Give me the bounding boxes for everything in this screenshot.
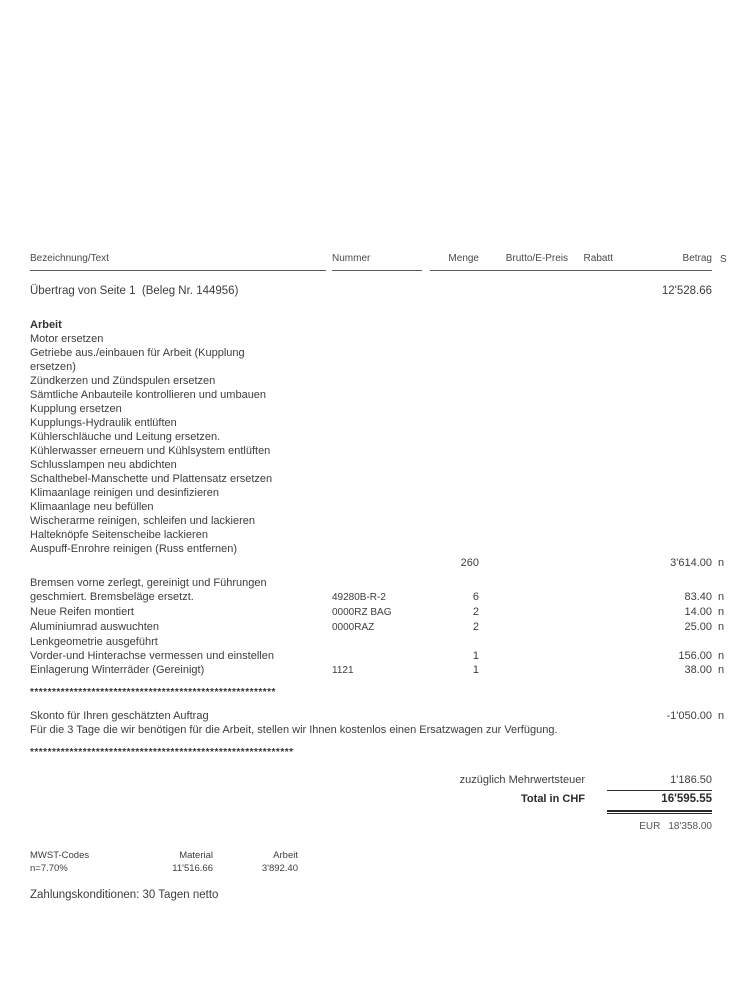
table-row (30, 360, 738, 374)
eur-currency-label: EUR (639, 821, 661, 832)
cell-menge: 260 (460, 557, 479, 569)
table-row (30, 416, 738, 430)
eur-conversion-row (30, 821, 712, 832)
cell-text: Aluminiumrad auswuchten (30, 621, 160, 633)
mwst-arbeit-header: Arbeit (273, 850, 298, 861)
cell-menge: 2 (472, 606, 479, 618)
cell-text: Auspuff-Enrohre reinigen (Russ entfernen) (30, 543, 238, 555)
table-row (30, 458, 738, 472)
table-row (30, 649, 738, 663)
cell-betrag: 3'614.00 (670, 557, 712, 569)
total-row (521, 791, 712, 812)
table-row (30, 590, 738, 605)
table-row (30, 528, 738, 542)
cell-text: Lenkgeometrie ausgeführt (30, 636, 158, 648)
cell-text: Motor ersetzen (30, 333, 104, 345)
cell-text: Wischerarme reinigen, schleifen und lackieren (30, 515, 255, 527)
cell-betrag: 25.00 (684, 621, 712, 633)
totals-block (30, 772, 712, 812)
column-header-rabatt: Rabatt (568, 252, 613, 271)
mwst-codes-block (30, 849, 738, 875)
cell-s-code: n (718, 664, 725, 676)
table-row (30, 605, 738, 620)
table-row (30, 346, 738, 360)
cell-text: Kühlerschläuche und Leitung ersetzen. (30, 431, 221, 443)
cell-nummer: 0000RAZ (332, 622, 375, 633)
cell-betrag: 38.00 (684, 664, 712, 676)
cell-menge: 1 (472, 664, 479, 676)
skonto-s-code: n (718, 710, 725, 722)
table-row (30, 620, 738, 635)
table-row (30, 388, 738, 402)
cell-text: geschmiert. Bremsbeläge ersetzt. (30, 591, 194, 603)
carryover-row (30, 284, 738, 298)
total-label: Total in CHF (521, 793, 585, 805)
table-row (30, 444, 738, 458)
table-row (30, 472, 738, 486)
mwst-material-header: Material (179, 850, 213, 861)
cell-text: Sämtliche Anbauteile kontrollieren und umbauen (30, 389, 267, 401)
table-row (30, 556, 738, 570)
cell-betrag: 156.00 (678, 650, 712, 662)
replacement-car-note: Für die 3 Tage die wir benötigen für die Arbeit, stellen wir Ihnen kostenlos einen Ersatzwagen zur Verfügung. (30, 724, 558, 736)
cell-text: Halteknöpfe Seitenscheibe lackieren (30, 529, 208, 541)
table-row (30, 514, 738, 528)
asterisk-separator-top: ******************************************************** (30, 687, 276, 698)
cell-text: Getriebe aus./einbauen für Arbeit (Kupplung (30, 347, 245, 359)
cell-nummer: 1121 (332, 665, 354, 676)
cell-text: ersetzen) (30, 361, 76, 373)
cell-text: Klimaanlage neu befüllen (30, 501, 154, 513)
table-row (30, 500, 738, 514)
total-amount: 16'595.55 (607, 791, 712, 812)
payment-terms: Zahlungskonditionen: 30 Tagen netto (30, 889, 219, 901)
cell-s-code: n (718, 606, 725, 618)
cell-s-code: n (718, 621, 725, 633)
mwst-header-row (30, 849, 738, 862)
mwst-value-row (30, 862, 738, 875)
vat-label: zuzüglich Mehrwertsteuer (459, 774, 585, 786)
cell-nummer: 49280B-R-2 (332, 592, 386, 603)
mwst-codes-header: MWST-Codes (30, 850, 90, 861)
table-row (30, 542, 738, 556)
table-row (30, 576, 738, 590)
cell-text: Einlagerung Winterräder (Gereinigt) (30, 664, 205, 676)
cell-menge: 1 (472, 650, 479, 662)
cell-nummer: 0000RZ BAG (332, 607, 392, 618)
cell-text: Vorder-und Hinterachse vermessen und einstellen (30, 650, 274, 662)
cell-text: Bremsen vorne zerlegt, gereinigt und Führungen (30, 577, 267, 589)
cell-text: Kühlerwasser erneuern und Kühlsystem entlüften (30, 445, 271, 457)
table-row (30, 486, 738, 500)
column-header-bezeichnung: Bezeichnung/Text (30, 252, 326, 271)
cell-text: Schlusslampen neu abdichten (30, 459, 177, 471)
table-row (30, 374, 738, 388)
table-row (30, 430, 738, 444)
cell-text: Kupplung ersetzen (30, 403, 122, 415)
asterisk-separator-bottom: ************************************************************ (30, 747, 294, 758)
cell-s-code: n (718, 650, 725, 662)
column-header-nummer: Nummer (332, 252, 422, 271)
cell-text: Neue Reifen montiert (30, 606, 134, 618)
cell-s-code: n (718, 591, 725, 603)
table-header-row (30, 252, 738, 271)
mwst-code-value: n=7.70% (30, 863, 68, 874)
cell-betrag: 14.00 (684, 606, 712, 618)
table-row (30, 402, 738, 416)
column-header-menge: Menge (430, 252, 487, 271)
vat-amount: 1'186.50 (607, 772, 712, 791)
cell-menge: 6 (472, 591, 479, 603)
cell-text: Zündkerzen und Zündspulen ersetzen (30, 375, 216, 387)
cell-text: Kupplungs-Hydraulik entlüften (30, 417, 177, 429)
carryover-text: Übertrag von Seite 1 (Beleg Nr. 144956) (30, 285, 239, 297)
cell-text: Schalthebel-Manschette und Plattensatz ersetzen (30, 473, 273, 485)
cell-text: Klimaanlage reinigen und desinfizieren (30, 487, 219, 499)
skonto-text: Skonto für Ihren geschätzten Auftrag (30, 710, 209, 722)
skonto-amount: -1'050.00 (666, 710, 712, 722)
mwst-arbeit-value: 3'892.40 (261, 863, 298, 874)
cell-menge: 2 (472, 621, 479, 633)
column-header-s: S (720, 254, 727, 265)
column-header-betrag: Betrag (613, 252, 712, 271)
table-row (30, 635, 738, 649)
cell-s-code: n (718, 557, 725, 569)
skonto-row (30, 709, 738, 723)
column-header-brutto-e-preis: Brutto/E-Preis (487, 252, 568, 271)
eur-amount: 18'358.00 (668, 821, 712, 832)
table-row (30, 663, 738, 678)
cell-betrag: 83.40 (684, 591, 712, 603)
table-row (30, 332, 738, 346)
vat-row (460, 772, 712, 791)
carryover-amount: 12'528.66 (661, 285, 712, 297)
section-title-arbeit: Arbeit (30, 319, 62, 331)
mwst-material-value: 11'516.66 (172, 863, 213, 874)
